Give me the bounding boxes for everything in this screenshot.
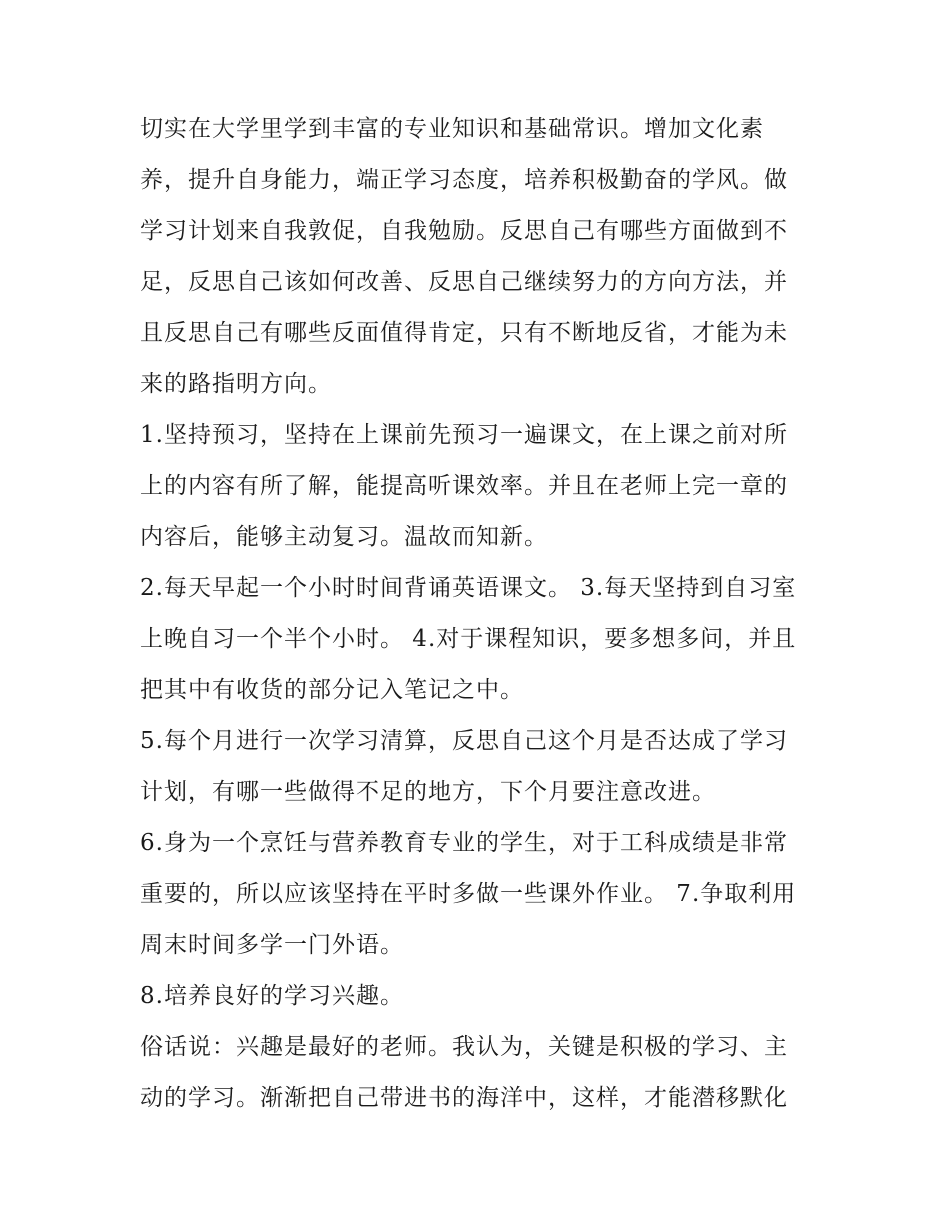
- paragraph-intro: [140, 104, 815, 410]
- text-line: 养，提升自身能力，端正学习态度，培养积极勤奋的学风。做: [140, 167, 788, 193]
- text-line: 5.每个月进行一次学习清算，反思自己这个月是否达成了学习: [140, 728, 788, 754]
- paragraph-item-1: [140, 410, 815, 563]
- paragraph-items-2-4: [140, 563, 815, 716]
- text-line: 把其中有收货的部分记入笔记之中。: [140, 677, 524, 703]
- text-line: 内容后，能够主动复习。温故而知新。: [140, 524, 548, 550]
- paragraph-interest: [140, 1022, 815, 1124]
- text-line: 上的内容有所了解，能提高听课效率。并且在老师上完一章的: [140, 473, 788, 499]
- text-line: 切实在大学里学到丰富的专业知识和基础常识。增加文化素: [140, 116, 764, 142]
- text-line: 重要的，所以应该坚持在平时多做一些课外作业。 7.争取利用: [140, 881, 797, 907]
- paragraph-items-6-7: [140, 818, 815, 971]
- text-line: 1.坚持预习，坚持在上课前先预习一遍课文，在上课之前对所: [140, 422, 788, 448]
- text-line: 学习计划来自我敦促，自我勉励。反思自己有哪些方面做到不: [140, 218, 788, 244]
- text-line: 来的路指明方向。: [140, 371, 332, 397]
- text-line: 俗话说：兴趣是最好的老师。我认为，关键是积极的学习、主: [140, 1034, 788, 1060]
- text-line: 上晚自习一个半个小时。 4.对于课程知识，要多想多问，并且: [140, 626, 797, 652]
- text-line: 动的学习。渐渐把自己带进书的海洋中，这样，才能潜移默化: [140, 1085, 788, 1111]
- paragraph-item-5: [140, 716, 815, 818]
- text-line: 足，反思自己该如何改善、反思自己继续努力的方向方法，并: [140, 269, 788, 295]
- text-line: 6.身为一个烹饪与营养教育专业的学生，对于工科成绩是非常: [140, 830, 788, 856]
- paragraph-item-8: [140, 971, 815, 1022]
- text-line: 2.每天早起一个小时时间背诵英语课文。 3.每天坚持到自习室: [140, 575, 797, 601]
- text-line: 且反思自己有哪些反面值得肯定，只有不断地反省，才能为未: [140, 320, 788, 346]
- text-line: 计划，有哪一些做得不足的地方，下个月要注意改进。: [140, 779, 716, 805]
- document-body: [140, 104, 815, 1124]
- text-line: 周末时间多学一门外语。: [140, 932, 404, 958]
- text-line: 8.培养良好的学习兴趣。: [140, 983, 404, 1009]
